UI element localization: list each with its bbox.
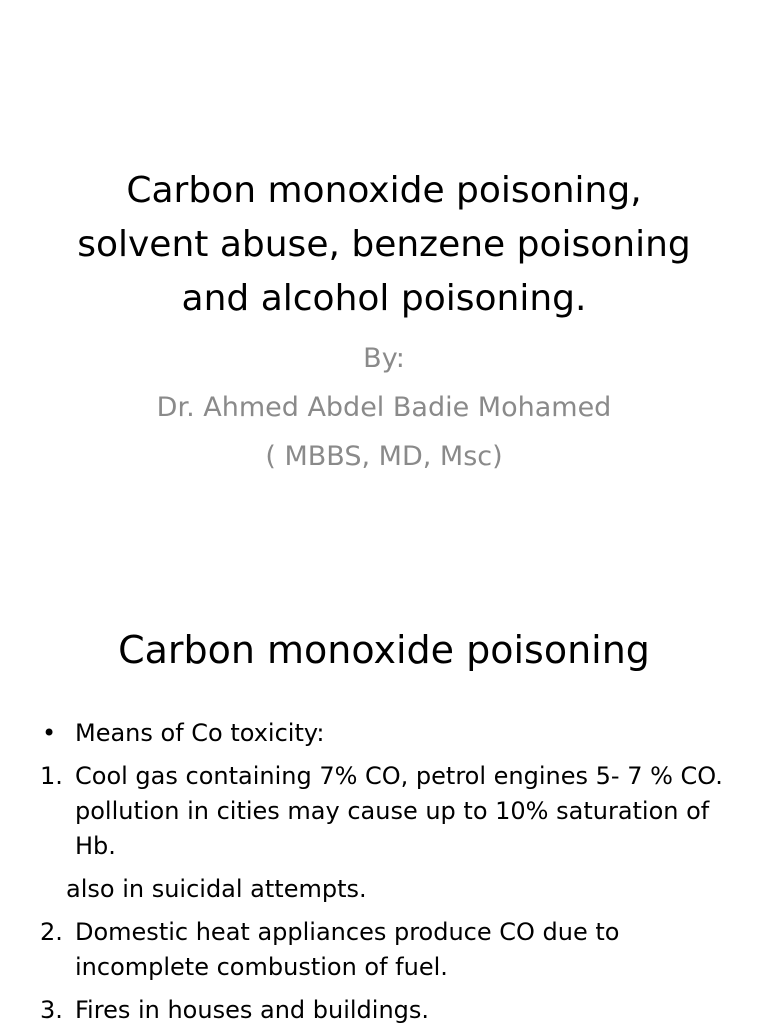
section-title: Carbon monoxide poisoning: [118, 628, 650, 672]
list-item: [40, 915, 730, 985]
bullet-marker: •: [42, 719, 57, 747]
subtitle-by: By:: [363, 343, 405, 374]
bullet-text: Means of Co toxicity:: [75, 719, 325, 747]
author-name: Dr. Ahmed Abdel Badie Mohamed: [156, 392, 612, 423]
list-item: [40, 993, 730, 1028]
slide-subtitle: [40, 334, 728, 481]
list-number: 3.: [40, 996, 63, 1024]
title-line: Carbon monoxide poisoning,: [126, 170, 642, 211]
list-number: 2.: [40, 918, 63, 946]
list-note: also in suicidal attempts.: [66, 875, 367, 903]
list-number: 1.: [40, 762, 63, 790]
author-credentials: ( MBBS, MD, Msc): [265, 441, 503, 472]
list-item-text: Cool gas containing 7% CO, petrol engines 5- 7 % CO. pollution in cities may cause up to 10% saturation of Hb.: [75, 762, 723, 860]
title-line: solvent abuse, benzene poisoning: [77, 224, 691, 265]
slide-title: [40, 164, 728, 326]
slide-content: [40, 716, 730, 1036]
list-item-text: Fires in houses and buildings.: [75, 996, 430, 1024]
title-line: and alcohol poisoning.: [181, 278, 587, 319]
list-item-text: Domestic heat appliances produce CO due to incomplete combustion of fuel.: [75, 918, 620, 981]
bullet-item: [40, 716, 730, 751]
list-item: [40, 759, 730, 864]
